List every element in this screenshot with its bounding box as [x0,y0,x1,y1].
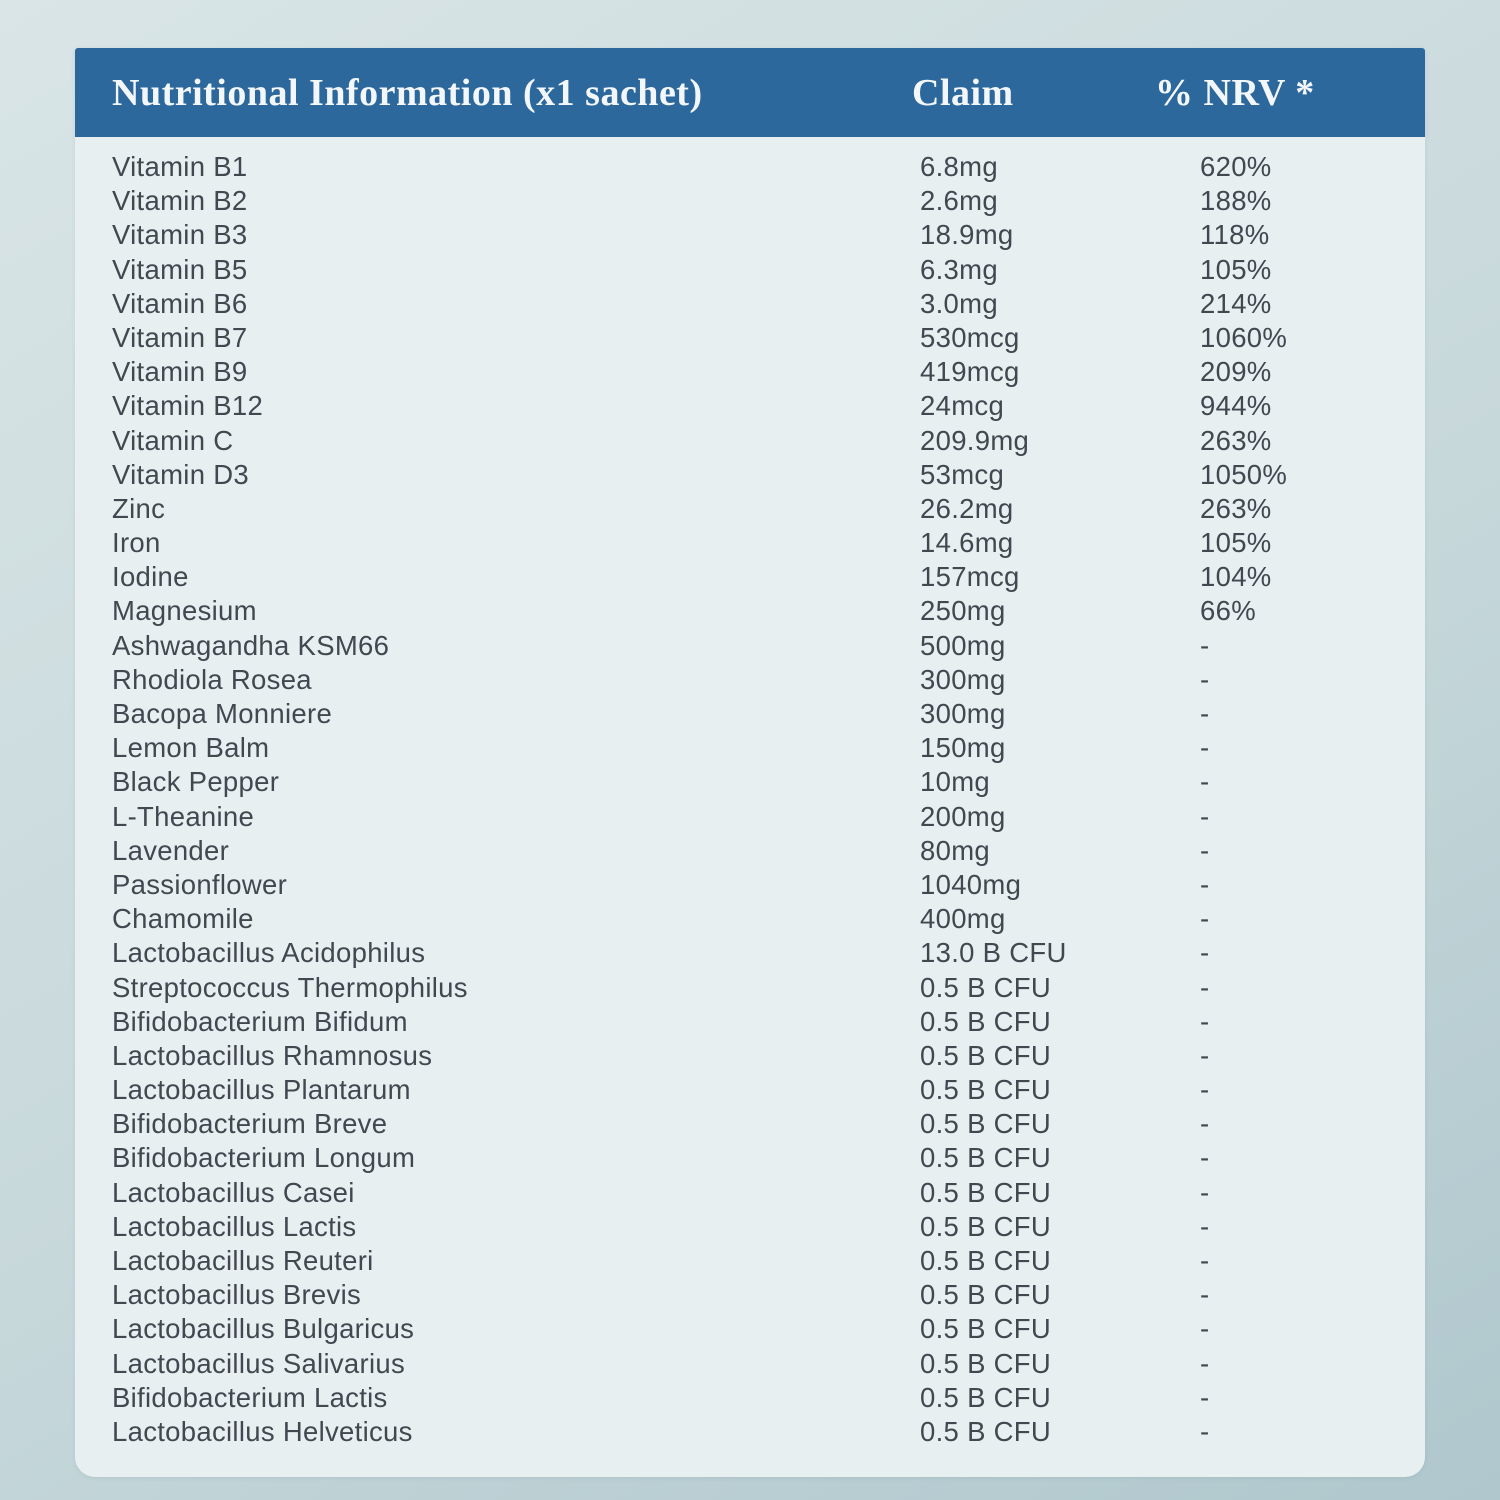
claim-value: 150mg [920,732,1006,764]
nrv-value: 263% [1200,492,1272,524]
claim-value: 0.5 B CFU [920,1074,1052,1106]
table-row [112,1210,1425,1244]
nrv-value: - [1200,629,1210,661]
header-claim-label: Claim [912,71,1014,114]
nrv-value: - [1200,1279,1210,1311]
ingredient-name: Rhodiola Rosea [112,663,312,695]
table-row [112,936,1425,970]
claim-value: 6.3mg [920,253,998,285]
claim-value: 13.0 B CFU [920,937,1067,969]
table-row [112,594,1425,628]
claim-value: 0.5 B CFU [920,1142,1052,1174]
claim-value: 80mg [920,834,990,866]
nrv-value: 66% [1200,595,1256,627]
nrv-value: 944% [1200,390,1272,422]
ingredient-name: Lactobacillus Casei [112,1176,355,1208]
claim-value: 0.5 B CFU [920,1279,1052,1311]
nrv-value: - [1200,1142,1210,1174]
claim-value: 6.8mg [920,151,998,182]
table-header [75,48,1425,137]
nrv-value: - [1200,698,1210,729]
ingredient-name: Vitamin D3 [112,458,249,490]
ingredient-name: Lavender [112,834,230,866]
ingredient-name: Lactobacillus Plantarum [112,1074,411,1106]
ingredient-name: Chamomile [112,903,254,935]
table-row [112,389,1425,423]
table-row [112,834,1425,868]
claim-value: 300mg [920,663,1006,695]
claim-value: 0.5 B CFU [920,1313,1052,1345]
nrv-value: - [1200,732,1210,764]
nrv-value: - [1200,1005,1210,1037]
table-row [112,1381,1425,1415]
nrv-value: 1060% [1200,321,1288,353]
table-row [112,1107,1425,1141]
ingredient-name: Lactobacillus Reuteri [112,1245,374,1276]
nrv-value: - [1200,1210,1210,1242]
table-row [112,218,1425,252]
table-row [112,1005,1425,1039]
claim-value: 250mg [920,595,1006,627]
nrv-value: - [1200,1108,1210,1140]
table-row [112,1278,1425,1312]
nrv-value: 105% [1200,253,1272,285]
table-body [75,137,1425,1449]
table-row [112,800,1425,834]
claim-value: 300mg [920,698,1006,729]
claim-value: 0.5 B CFU [920,1005,1052,1037]
nrv-value: - [1200,1039,1210,1071]
table-row [112,1312,1425,1346]
claim-value: 0.5 B CFU [920,1039,1052,1071]
table-row [112,1415,1425,1449]
table-row [112,1039,1425,1073]
ingredient-name: L-Theanine [112,800,255,832]
nrv-value: - [1200,834,1210,866]
claim-value: 3.0mg [920,287,998,319]
header-nrv-label: % NRV * [1155,71,1315,114]
table-row [112,150,1425,184]
ingredient-name: Bifidobacterium Breve [112,1108,388,1140]
ingredient-name: Vitamin C [112,424,234,456]
nrv-value: - [1200,1381,1210,1413]
nrv-value: - [1200,971,1210,1003]
nrv-value: - [1200,766,1210,798]
ingredient-name: Vitamin B2 [112,185,248,217]
table-row [112,1347,1425,1381]
claim-value: 157mcg [920,561,1020,593]
table-row [112,321,1425,355]
ingredient-name: Vitamin B3 [112,219,248,251]
ingredient-name: Vitamin B5 [112,253,248,285]
ingredient-name: Bifidobacterium Bifidum [112,1005,408,1037]
ingredient-name: Bifidobacterium Longum [112,1142,416,1174]
table-row [112,560,1425,594]
ingredient-name: Ashwagandha KSM66 [112,629,390,661]
ingredient-name: Lactobacillus Salivarius [112,1347,406,1379]
table-row [112,902,1425,936]
claim-value: 400mg [920,903,1006,935]
table-row [112,971,1425,1005]
claim-value: 0.5 B CFU [920,1245,1052,1276]
nrv-value: - [1200,1074,1210,1106]
nrv-value: - [1200,903,1210,935]
table-row [112,731,1425,765]
claim-value: 0.5 B CFU [920,1210,1052,1242]
nrv-value: - [1200,937,1210,969]
claim-value: 53mcg [920,458,1005,490]
table-row [112,184,1425,218]
nrv-value: 214% [1200,287,1272,319]
nrv-value: - [1200,800,1210,832]
table-row [112,492,1425,526]
nrv-value: - [1200,1313,1210,1345]
ingredient-name: Vitamin B12 [112,390,264,422]
ingredient-name: Zinc [112,492,166,524]
table-row [112,1176,1425,1210]
claim-value: 209.9mg [920,424,1030,456]
claim-value: 2.6mg [920,185,998,217]
table-row [112,629,1425,663]
claim-value: 0.5 B CFU [920,971,1052,1003]
ingredient-name: Lactobacillus Bulgaricus [112,1313,415,1345]
ingredient-name: Lemon Balm [112,732,270,764]
nrv-value: - [1200,1347,1210,1379]
nrv-value: - [1200,663,1210,695]
claim-value: 0.5 B CFU [920,1381,1052,1413]
table-row [112,253,1425,287]
ingredient-name: Iodine [112,561,189,593]
nrv-value: 105% [1200,527,1272,559]
table-row [112,355,1425,389]
nrv-value: 620% [1200,151,1272,182]
nrv-value: - [1200,868,1210,900]
ingredient-name: Iron [112,527,161,559]
nrv-value: 104% [1200,561,1272,593]
claim-value: 26.2mg [920,492,1014,524]
table-row [112,1141,1425,1175]
claim-value: 14.6mg [920,527,1014,559]
ingredient-name: Vitamin B1 [112,151,248,182]
ingredient-name: Vitamin B7 [112,321,248,353]
nutrition-card [75,48,1425,1477]
ingredient-name: Passionflower [112,868,288,900]
claim-value: 0.5 B CFU [920,1108,1052,1140]
claim-value: 1040mg [920,868,1022,900]
claim-value: 0.5 B CFU [920,1415,1052,1447]
nrv-value: 263% [1200,424,1272,456]
nrv-value: - [1200,1245,1210,1276]
ingredient-name: Lactobacillus Helveticus [112,1415,413,1447]
claim-value: 0.5 B CFU [920,1347,1052,1379]
table-row [112,868,1425,902]
table-row [112,287,1425,321]
nrv-value: 1050% [1200,458,1288,490]
nrv-value: 118% [1200,219,1270,251]
table-row [112,697,1425,731]
claim-value: 200mg [920,800,1006,832]
ingredient-name: Lactobacillus Acidophilus [112,937,426,969]
table-row [112,765,1425,799]
ingredient-name: Vitamin B9 [112,356,248,388]
ingredient-name: Lactobacillus Rhamnosus [112,1039,433,1071]
nrv-value: 209% [1200,356,1272,388]
ingredient-name: Black Pepper [112,766,280,798]
table-row [112,663,1425,697]
claim-value: 0.5 B CFU [920,1176,1052,1208]
ingredient-name: Vitamin B6 [112,287,248,319]
ingredient-name: Lactobacillus Lactis [112,1210,357,1242]
claim-value: 18.9mg [920,219,1014,251]
ingredient-name: Streptococcus Thermophilus [112,971,468,1003]
claim-value: 530mcg [920,321,1020,353]
table-row [112,424,1425,458]
nrv-value: - [1200,1176,1210,1208]
claim-value: 10mg [920,766,990,798]
header-title: Nutritional Information (x1 sachet) [112,71,703,114]
claim-value: 24mcg [920,390,1005,422]
nrv-value: - [1200,1415,1210,1447]
table-row [112,526,1425,560]
ingredient-name: Bifidobacterium Lactis [112,1381,388,1413]
ingredient-name: Bacopa Monniere [112,698,333,729]
claim-value: 500mg [920,629,1006,661]
table-row [112,1244,1425,1278]
claim-value: 419mcg [920,356,1020,388]
table-row [112,1073,1425,1107]
table-row [112,458,1425,492]
ingredient-name: Magnesium [112,595,257,627]
nrv-value: 188% [1200,185,1272,217]
ingredient-name: Lactobacillus Brevis [112,1279,362,1311]
